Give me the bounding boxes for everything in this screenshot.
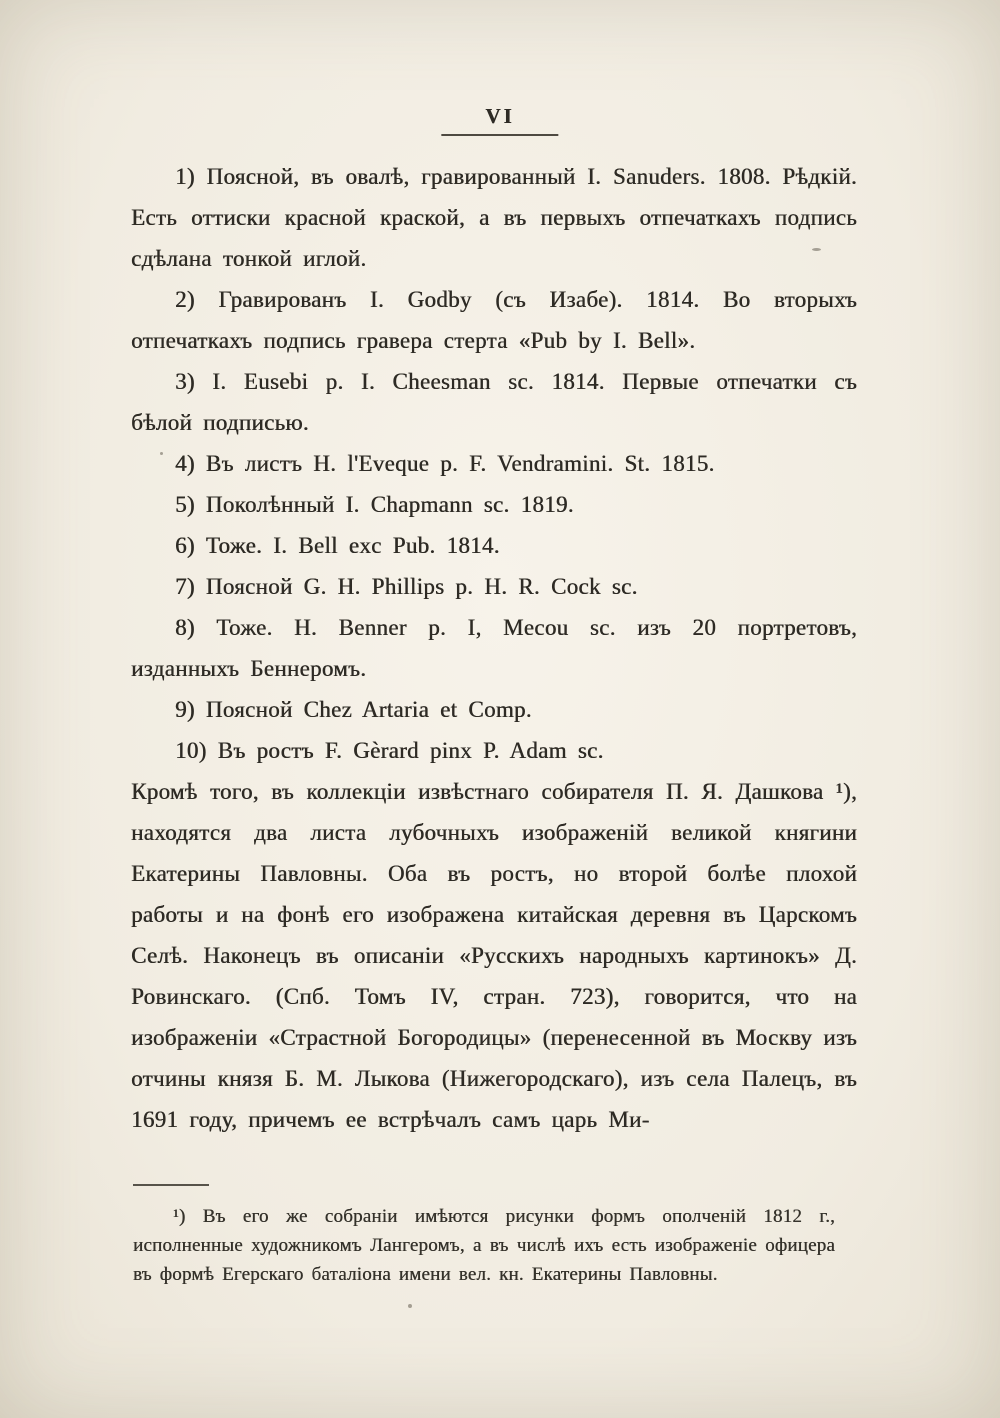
catalog-item-1: 1) Поясной, въ овалѣ, гравированный I. Sanuders. 1808. Рѣдкій. Есть оттиски красной краской, а въ первыхъ отпечаткахъ подпись сдѣлана тонкой иглой. <box>131 164 857 271</box>
body-text <box>131 156 857 1140</box>
catalog-item-6: 6) Тоже. I. Bell exc Pub. 1814. <box>175 533 500 558</box>
catalog-item-2: 2) Гравированъ I. Godby (съ Изабе). 1814. Во вторыхъ отпечаткахъ подпись гравера стерта «Pub by I. Bell». <box>131 287 857 353</box>
footnote: ¹) Въ его же собраніи имѣются рисунки формъ ополченій 1812 г., исполненные художникомъ Лангеромъ, а въ числѣ ихъ есть изображеніе офицера въ формѣ Егерскаго баталіона имени вел. кн. Екатерины Павловны. <box>133 1206 835 1285</box>
catalog-item-5: 5) Поколѣнный I. Chapmann sc. 1819. <box>175 492 574 517</box>
scan-artifact <box>408 1304 412 1308</box>
scan-artifact <box>812 248 821 251</box>
catalog-item-4: 4) Въ листъ H. l'Eveque p. F. Vendramini. St. 1815. <box>175 451 715 476</box>
catalog-item-9: 9) Поясной Chez Artaria et Comp. <box>175 697 532 722</box>
catalog-item-7: 7) Поясной G. H. Phillips p. H. R. Cock sc. <box>175 574 638 599</box>
footnote-rule <box>133 1184 209 1186</box>
page-header <box>441 104 558 136</box>
main-paragraph: Кромѣ того, въ коллекціи извѣстнаго собирателя П. Я. Дашкова ¹), находятся два листа лубочныхъ изображеній великой княгини Екатерины Павловны. Оба въ ростъ, но второй болѣе плохой работы и на фонѣ его изображена китайская деревня въ Царскомъ Селѣ. Наконецъ въ описаніи «Русскихъ народныхъ картинокъ» Д. Ровинскаго. (Спб. Томъ IV, стран. 723), говорится, что на изображеніи «Страстной Богородицы» (перенесенной въ Москву изъ отчины князя Б. М. Лыкова (Нижегородскаго), изъ села Палецъ, въ 1691 году, причемъ ее встрѣчалъ самъ царь Ми- <box>131 779 857 1132</box>
scan-artifact <box>160 452 163 455</box>
catalog-item-10: 10) Въ ростъ F. Gèrard pinx P. Adam sc. <box>175 738 604 763</box>
page-number: VI <box>441 104 558 136</box>
catalog-item-8: 8) Тоже. H. Benner p. I, Mecou sc. изъ 20 портретовъ, изданныхъ Беннеромъ. <box>131 615 857 681</box>
catalog-item-3: 3) I. Eusebi p. I. Cheesman sc. 1814. Первые отпечатки съ бѣлой подписью. <box>131 369 857 435</box>
